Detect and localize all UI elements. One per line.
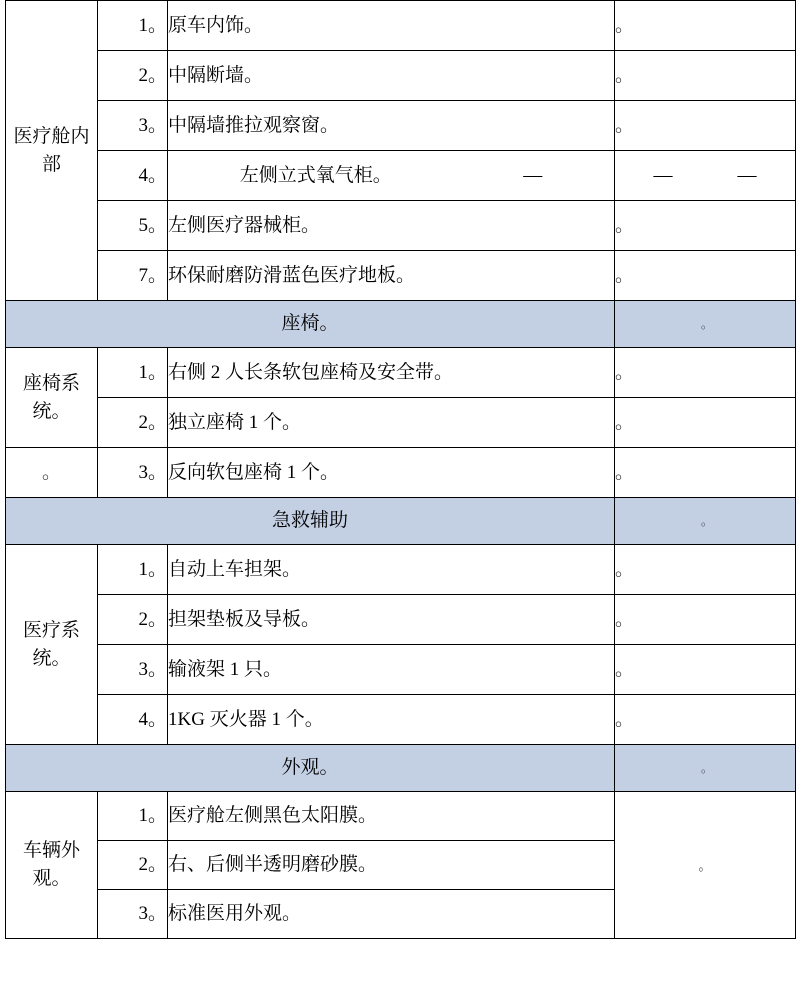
dash-mark-3: —: [737, 164, 757, 186]
section-note-mark: 。: [700, 760, 713, 775]
row-note: 。: [615, 251, 796, 301]
note-mark: 。: [698, 858, 712, 874]
section-header-seats-note: [615, 301, 796, 348]
row-number: 3。: [98, 448, 168, 498]
row-note-merged: [615, 792, 796, 939]
item-dash-row: [168, 164, 614, 188]
row-number: 2。: [98, 841, 168, 890]
row-note: 。: [615, 448, 796, 498]
table-row: [6, 251, 796, 301]
table-row: [6, 1, 796, 51]
spec-table: [5, 0, 796, 939]
row-item-label: 左侧立式氧气柜。: [239, 164, 392, 186]
row-item: 1KG 灭火器 1 个。: [168, 695, 615, 745]
row-item: 右侧 2 人长条软包座椅及安全带。: [168, 348, 615, 398]
section-header-first-aid-note: [615, 498, 796, 545]
row-number: 2。: [98, 398, 168, 448]
row-note: 。: [615, 695, 796, 745]
row-note: 。: [615, 348, 796, 398]
section-header-seats: 座椅。: [6, 301, 615, 348]
table-row: [6, 545, 796, 595]
row-number: 1。: [98, 792, 168, 841]
row-note: 。: [615, 101, 796, 151]
section-header-first-aid: 急救辅助: [6, 498, 615, 545]
table-row: [6, 201, 796, 251]
table-row: [6, 151, 796, 201]
row-number: 3。: [98, 890, 168, 939]
row-item: 自动上车担架。: [168, 545, 615, 595]
note-dash-row: [615, 164, 795, 188]
category-cell-medical-cabin: 医疗舱内部: [6, 1, 98, 301]
row-number: 5。: [98, 201, 168, 251]
row-note: 。: [615, 595, 796, 645]
row-item: 医疗舱左侧黑色太阳膜。: [168, 792, 615, 841]
row-number: 1。: [98, 348, 168, 398]
row-item: 担架垫板及导板。: [168, 595, 615, 645]
row-note: 。: [615, 645, 796, 695]
row-item: 独立座椅 1 个。: [168, 398, 615, 448]
dash-mark-2: —: [653, 164, 673, 186]
row-note: 。: [615, 51, 796, 101]
row-item: 输液架 1 只。: [168, 645, 615, 695]
category-cell-vehicle-appearance: 车辆外观。: [6, 792, 98, 939]
table-row: [6, 448, 796, 498]
category-cell-seat-system-blank: 。: [6, 448, 98, 498]
row-item: 中隔墙推拉观察窗。: [168, 101, 615, 151]
row-number: 2。: [98, 51, 168, 101]
row-number: 1。: [98, 1, 168, 51]
section-note-mark: 。: [700, 513, 713, 528]
row-item: 标准医用外观。: [168, 890, 615, 939]
table-section-row: [6, 301, 796, 348]
row-item-with-dashes: [168, 151, 615, 201]
row-number: 4。: [98, 151, 168, 201]
table-row: [6, 101, 796, 151]
table-row: [6, 792, 796, 841]
row-number: 1。: [98, 545, 168, 595]
table-row: [6, 595, 796, 645]
section-note-mark: 。: [700, 316, 713, 331]
table-row: [6, 695, 796, 745]
table-row: [6, 645, 796, 695]
table-section-row: [6, 745, 796, 792]
table-section-row: [6, 498, 796, 545]
section-header-appearance: 外观。: [6, 745, 615, 792]
table-row: [6, 398, 796, 448]
table-row: [6, 348, 796, 398]
row-note: 。: [615, 545, 796, 595]
row-number: 2。: [98, 595, 168, 645]
dash-mark-1: —: [523, 164, 543, 186]
row-note: 。: [615, 1, 796, 51]
section-header-appearance-note: [615, 745, 796, 792]
category-cell-seat-system: 座椅系统。: [6, 348, 98, 448]
row-item: 原车内饰。: [168, 1, 615, 51]
category-cell-medical-system: 医疗系统。: [6, 545, 98, 745]
row-item: 左侧医疗器械柜。: [168, 201, 615, 251]
row-number: 7。: [98, 251, 168, 301]
row-number: 4。: [98, 695, 168, 745]
row-note: 。: [615, 201, 796, 251]
row-number: 3。: [98, 101, 168, 151]
row-item: 右、后侧半透明磨砂膜。: [168, 841, 615, 890]
row-item: 中隔断墙。: [168, 51, 615, 101]
table-row: [6, 51, 796, 101]
row-item: 反向软包座椅 1 个。: [168, 448, 615, 498]
row-note-dashes: [615, 151, 796, 201]
row-number: 3。: [98, 645, 168, 695]
row-item: 环保耐磨防滑蓝色医疗地板。: [168, 251, 615, 301]
row-note: 。: [615, 398, 796, 448]
